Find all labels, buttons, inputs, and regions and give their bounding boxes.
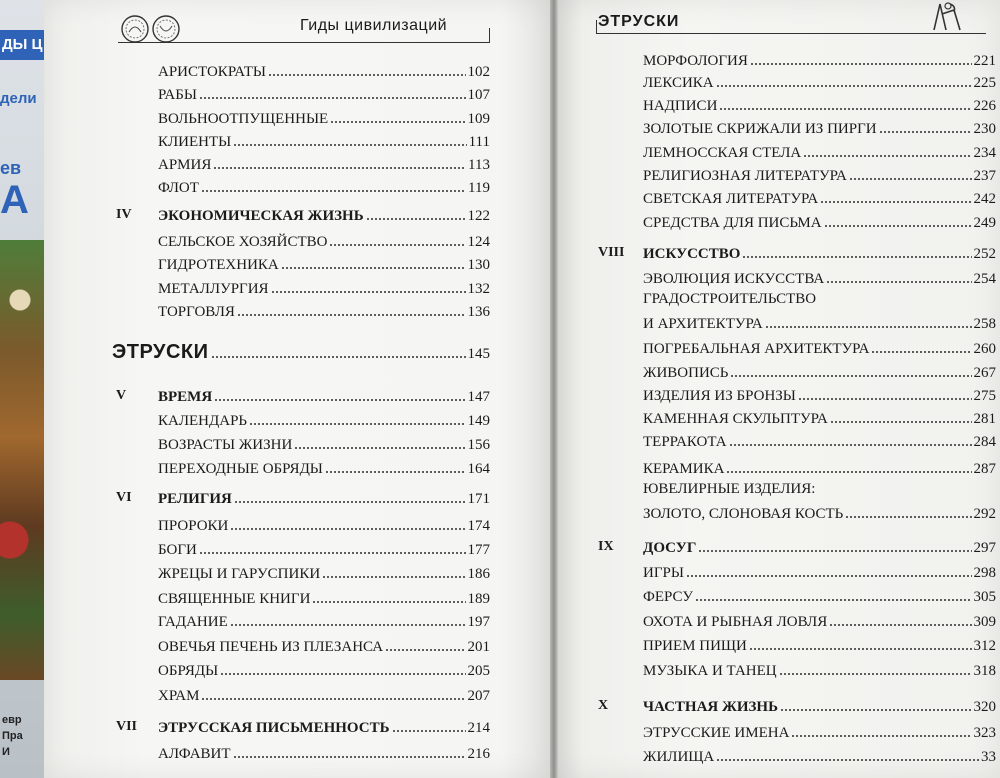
toc-entry[interactable] bbox=[158, 434, 490, 454]
toc-entry[interactable] bbox=[643, 408, 996, 428]
toc-entry[interactable] bbox=[643, 72, 996, 92]
toc-page-number: 109 bbox=[467, 111, 490, 127]
toc-chapter-entry[interactable] bbox=[158, 205, 490, 225]
dot-leader bbox=[201, 177, 466, 192]
toc-page-number: 216 bbox=[467, 746, 490, 762]
toc-entry[interactable] bbox=[643, 188, 996, 208]
dot-leader bbox=[826, 268, 971, 283]
toc-page-number: 122 bbox=[467, 208, 490, 224]
toc-entry[interactable] bbox=[158, 563, 490, 583]
toc-entry-title: КАЛЕНДАРЬ bbox=[158, 413, 248, 429]
dot-leader bbox=[230, 515, 465, 530]
toc-entry-title: ПОГРЕБАЛЬНАЯ АРХИТЕКТУРА bbox=[643, 341, 870, 357]
toc-page-number: 147 bbox=[467, 389, 490, 405]
toc-entry-title: ТЕРРАКОТА bbox=[643, 434, 727, 450]
toc-page-number: 205 bbox=[467, 663, 490, 679]
toc-chapter-entry[interactable] bbox=[158, 386, 490, 406]
chapter-numeral: VI bbox=[116, 490, 132, 505]
dot-leader bbox=[271, 278, 466, 293]
toc-page-number: 124 bbox=[467, 234, 490, 250]
toc-entry[interactable] bbox=[158, 84, 490, 104]
toc-entry-title: АЛФАВИТ bbox=[158, 746, 231, 762]
dot-leader bbox=[249, 410, 465, 425]
toc-page-number: 197 bbox=[467, 614, 490, 630]
toc-entry[interactable] bbox=[643, 458, 996, 478]
toc-entry-title: ЛЕМНОССКАЯ СТЕЛА bbox=[643, 145, 802, 161]
dot-leader bbox=[325, 458, 466, 473]
dot-leader bbox=[780, 696, 971, 711]
left-running-head: Гиды цивилизаций bbox=[300, 17, 448, 34]
toc-entry[interactable] bbox=[643, 362, 996, 382]
dot-leader bbox=[237, 301, 466, 316]
toc-page-number: 201 bbox=[467, 639, 490, 655]
dot-leader bbox=[230, 611, 466, 626]
toc-page-number: 234 bbox=[973, 145, 996, 161]
dot-leader bbox=[742, 243, 971, 258]
toc-entry-title: СВЕТСКАЯ ЛИТЕРАТУРА bbox=[643, 191, 819, 207]
toc-entry[interactable] bbox=[643, 722, 996, 742]
cover-big-letter: А bbox=[0, 178, 29, 222]
toc-page-number: 320 bbox=[973, 699, 996, 715]
toc-entry[interactable] bbox=[158, 254, 490, 274]
toc-page-number: 145 bbox=[467, 346, 490, 362]
toc-entry-title: ЭТРУСКИ bbox=[112, 341, 209, 363]
toc-page-number: 312 bbox=[973, 638, 996, 654]
toc-entry-title: И АРХИТЕКТУРА bbox=[643, 316, 763, 332]
dot-leader bbox=[779, 660, 972, 675]
toc-page-number: 225 bbox=[973, 75, 996, 91]
toc-chapter-number bbox=[598, 245, 624, 261]
toc-entry-title: ГАДАНИЕ bbox=[158, 614, 228, 630]
dot-leader bbox=[765, 313, 972, 328]
toc-page-number: 249 bbox=[973, 215, 996, 231]
toc-page-number: 113 bbox=[468, 157, 490, 173]
toc-chapter-entry[interactable] bbox=[643, 537, 996, 557]
toc-entry-title: ВОЛЬНООТПУЩЕННЫЕ bbox=[158, 111, 329, 127]
toc-page-number: 119 bbox=[468, 180, 490, 196]
toc-entry-title: ОХОТА И РЫБНАЯ ЛОВЛЯ bbox=[643, 614, 828, 630]
chapter-numeral: IX bbox=[598, 539, 614, 554]
toc-chapter-entry[interactable] bbox=[643, 243, 996, 263]
dot-leader bbox=[849, 165, 972, 180]
dot-leader bbox=[220, 660, 465, 675]
dot-leader bbox=[268, 61, 466, 76]
toc-entry-title: РАБЫ bbox=[158, 87, 197, 103]
toc-entry[interactable] bbox=[643, 118, 996, 138]
toc-entry-title: РЕЛИГИЯ bbox=[158, 491, 232, 507]
toc-page-number: 230 bbox=[973, 121, 996, 137]
toc-entry[interactable] bbox=[158, 108, 490, 128]
dot-leader bbox=[830, 408, 972, 423]
toc-entry-title: АРИСТОКРАТЫ bbox=[158, 64, 266, 80]
toc-entry[interactable] bbox=[643, 746, 996, 766]
toc-entry-title: СЕЛЬСКОЕ ХОЗЯЙСТВО bbox=[158, 234, 328, 250]
chapter-numeral: IV bbox=[116, 207, 132, 222]
dot-leader bbox=[281, 254, 466, 269]
toc-entry[interactable] bbox=[643, 562, 996, 582]
toc-entry-title: ЗОЛОТО, СЛОНОВАЯ КОСТЬ bbox=[643, 506, 844, 522]
dot-leader bbox=[729, 431, 972, 446]
toc-page-number: 260 bbox=[973, 341, 996, 357]
toc-entry-title: АРМИЯ bbox=[158, 157, 212, 173]
toc-entry-title: ЭТРУССКАЯ ПИСЬМЕННОСТЬ bbox=[158, 720, 390, 736]
toc-chapter-number bbox=[116, 490, 132, 506]
toc-page-number: 305 bbox=[973, 589, 996, 605]
toc-page-number: 207 bbox=[467, 688, 490, 704]
toc-entry-title: ЧАСТНАЯ ЖИЗНЬ bbox=[643, 699, 779, 715]
toc-entry[interactable] bbox=[643, 611, 996, 631]
right-running-head: ЭТРУСКИ bbox=[598, 13, 680, 30]
toc-entry-title: ЖИЛИЩА bbox=[643, 749, 715, 765]
cover-blue-text: дели bbox=[0, 90, 37, 107]
toc-entry-title: ВОЗРАСТЫ ЖИЗНИ bbox=[158, 437, 293, 453]
toc-page-number: 292 bbox=[973, 506, 996, 522]
toc-page-number: 298 bbox=[973, 565, 996, 581]
toc-entry-title: КАМЕННАЯ СКУЛЬПТУРА bbox=[643, 411, 828, 427]
toc-entry-title: КЕРАМИКА bbox=[643, 461, 725, 477]
toc-page-number: 287 bbox=[973, 461, 996, 477]
dot-leader bbox=[392, 717, 466, 732]
toc-entry-title: СРЕДСТВА ДЛЯ ПИСЬМА bbox=[643, 215, 822, 231]
toc-page-number: 111 bbox=[468, 134, 490, 150]
dot-leader bbox=[798, 385, 972, 400]
toc-page-number: 258 bbox=[973, 316, 996, 332]
toc-entry[interactable] bbox=[158, 61, 490, 81]
toc-entry-title: ВРЕМЯ bbox=[158, 389, 213, 405]
dot-leader bbox=[803, 142, 971, 157]
toc-entry-title: СВЯЩЕННЫЕ КНИГИ bbox=[158, 591, 311, 607]
toc-entry[interactable] bbox=[643, 142, 996, 162]
toc-entry-title: ЭКОНОМИЧЕСКАЯ ЖИЗНЬ bbox=[158, 208, 364, 224]
toc-page-number: 254 bbox=[973, 271, 996, 287]
toc-entry[interactable] bbox=[158, 301, 490, 321]
toc-chapter-number bbox=[116, 207, 132, 223]
toc-part-heading[interactable] bbox=[112, 341, 490, 364]
dot-leader bbox=[329, 231, 465, 246]
toc-entry-title: ДОСУГ bbox=[643, 540, 697, 556]
toc-page-number: 237 bbox=[973, 168, 996, 184]
toc-entry[interactable] bbox=[643, 95, 996, 115]
toc-entry-title: НАДПИСИ bbox=[643, 98, 718, 114]
chapter-numeral: X bbox=[598, 698, 609, 713]
toc-page-number: 281 bbox=[973, 411, 996, 427]
toc-entry[interactable] bbox=[158, 231, 490, 251]
toc-page-number: 267 bbox=[973, 365, 996, 381]
toc-page-number: 107 bbox=[467, 87, 490, 103]
toc-page-number: 242 bbox=[973, 191, 996, 207]
toc-entry[interactable] bbox=[158, 131, 490, 151]
dot-leader bbox=[716, 72, 972, 87]
toc-page-number: 177 bbox=[467, 542, 490, 558]
dot-leader bbox=[213, 154, 466, 169]
cover-footer-text: евр Пра И bbox=[2, 714, 23, 758]
toc-chapter-entry[interactable] bbox=[158, 488, 490, 508]
toc-page-number: 156 bbox=[467, 437, 490, 453]
toc-entry-title: ГИДРОТЕХНИКА bbox=[158, 257, 279, 273]
dot-leader bbox=[845, 503, 971, 518]
toc-entry[interactable] bbox=[643, 586, 996, 606]
toc-entry[interactable] bbox=[158, 154, 490, 174]
dot-leader bbox=[201, 685, 465, 700]
dot-leader bbox=[686, 562, 972, 577]
toc-entry[interactable] bbox=[643, 338, 996, 358]
toc-entry[interactable] bbox=[158, 588, 490, 608]
toc-entry[interactable] bbox=[158, 685, 490, 705]
toc-entry[interactable] bbox=[158, 177, 490, 197]
toc-entry-title: ЭВОЛЮЦИЯ ИСКУССТВА bbox=[643, 271, 825, 287]
toc-entry[interactable] bbox=[643, 212, 996, 232]
toc-page-number: 309 bbox=[973, 614, 996, 630]
dot-leader bbox=[749, 635, 972, 650]
toc-entry[interactable] bbox=[158, 611, 490, 631]
toc-entry-title: МЕТАЛЛУРГИЯ bbox=[158, 281, 269, 297]
toc-chapter-entry[interactable] bbox=[643, 696, 996, 716]
toc-page-number: 221 bbox=[973, 53, 996, 69]
toc-entry[interactable] bbox=[643, 431, 996, 451]
dot-leader bbox=[214, 386, 465, 401]
toc-entry[interactable] bbox=[643, 385, 996, 405]
dot-leader bbox=[716, 746, 979, 761]
chapter-numeral: VIII bbox=[598, 245, 625, 260]
toc-page-number: 132 bbox=[467, 281, 490, 297]
toc-entry-title-line bbox=[643, 481, 815, 498]
toc-page-number: 130 bbox=[467, 257, 490, 273]
dot-leader bbox=[233, 743, 466, 758]
toc-entry-title: ЮВЕЛИРНЫЕ ИЗДЕЛИЯ: bbox=[643, 481, 816, 497]
toc-entry[interactable] bbox=[158, 539, 490, 559]
dot-leader bbox=[312, 588, 465, 603]
toc-page-number: 214 bbox=[467, 720, 490, 736]
dot-leader bbox=[726, 458, 971, 473]
toc-entry-title: РЕЛИГИОЗНАЯ ЛИТЕРАТУРА bbox=[643, 168, 847, 184]
toc-entry[interactable] bbox=[643, 268, 996, 288]
chapter-numeral: VII bbox=[116, 719, 138, 734]
dot-leader bbox=[366, 205, 466, 220]
toc-entry-title: БОГИ bbox=[158, 542, 197, 558]
toc-page-number: 174 bbox=[467, 518, 490, 534]
toc-page-number: 102 bbox=[467, 64, 490, 80]
toc-page-number: 323 bbox=[973, 725, 996, 741]
toc-entry-title: ИСКУССТВО bbox=[643, 246, 741, 262]
dot-leader bbox=[879, 118, 972, 133]
toc-entry-title: ОВЕЧЬЯ ПЕЧЕНЬ ИЗ ПЛЕЗАНСА bbox=[158, 639, 384, 655]
toc-page-number: 189 bbox=[467, 591, 490, 607]
toc-entry[interactable] bbox=[158, 636, 490, 656]
toc-entry[interactable] bbox=[643, 50, 996, 70]
toc-entry-title: ПРОРОКИ bbox=[158, 518, 229, 534]
dot-leader bbox=[730, 362, 971, 377]
toc-entry[interactable] bbox=[158, 410, 490, 430]
toc-entry-title: ТОРГОВЛЯ bbox=[158, 304, 235, 320]
dot-leader bbox=[719, 95, 971, 110]
dot-leader bbox=[233, 131, 466, 146]
toc-entry-title: ЖИВОПИСЬ bbox=[643, 365, 729, 381]
toc-chapter-entry[interactable] bbox=[158, 717, 490, 737]
toc-entry[interactable] bbox=[643, 313, 996, 333]
dot-leader bbox=[820, 188, 971, 203]
toc-entry[interactable] bbox=[643, 503, 996, 523]
dot-leader bbox=[294, 434, 465, 449]
toc-entry-title: ЛЕКСИКА bbox=[643, 75, 714, 91]
dot-leader bbox=[330, 108, 465, 123]
dot-leader bbox=[695, 586, 972, 601]
toc-entry[interactable] bbox=[158, 660, 490, 680]
dot-leader bbox=[791, 722, 971, 737]
toc-page-number: 318 bbox=[973, 663, 996, 679]
toc-entry-title: ЖРЕЦЫ И ГАРУСПИКИ bbox=[158, 566, 321, 582]
toc-entry[interactable] bbox=[158, 515, 490, 535]
toc-entry-title: ХРАМ bbox=[158, 688, 200, 704]
toc-entry-title: МОРФОЛОГИЯ bbox=[643, 53, 748, 69]
toc-page-number: 33 bbox=[981, 749, 996, 765]
toc-entry-title: КЛИЕНТЫ bbox=[158, 134, 232, 150]
toc-chapter-number bbox=[116, 388, 126, 404]
dot-leader bbox=[234, 488, 466, 503]
chapter-numeral: V bbox=[116, 388, 127, 403]
toc-entry[interactable] bbox=[158, 278, 490, 298]
toc-page-number: 252 bbox=[973, 246, 996, 262]
toc-entry-title: ОБРЯДЫ bbox=[158, 663, 219, 679]
toc-entry-title: ФЛОТ bbox=[158, 180, 199, 196]
dot-leader bbox=[698, 537, 971, 552]
dot-leader bbox=[322, 563, 465, 578]
toc-page-number: 171 bbox=[467, 491, 490, 507]
cover-band-text: ДЫ Ц bbox=[0, 30, 48, 60]
dot-leader bbox=[824, 212, 972, 227]
toc-entry-title: ГРАДОСТРОИТЕЛЬСТВО bbox=[643, 291, 817, 307]
toc-page-number: 186 bbox=[467, 566, 490, 582]
toc-page-number: 149 bbox=[467, 413, 490, 429]
toc-chapter-number bbox=[116, 719, 137, 735]
toc-entry-title: МУЗЫКА И ТАНЕЦ bbox=[643, 663, 777, 679]
dot-leader bbox=[211, 343, 466, 358]
cover-blue-text: ев bbox=[0, 158, 22, 178]
toc-entry-title: ЗОЛОТЫЕ СКРИЖАЛИ ИЗ ПИРГИ bbox=[643, 121, 877, 137]
dot-leader bbox=[385, 636, 465, 651]
dot-leader bbox=[199, 539, 466, 554]
toc-entry-title: ПРИЕМ ПИЩИ bbox=[643, 638, 747, 654]
toc-entry[interactable] bbox=[158, 743, 490, 763]
toc-entry[interactable] bbox=[643, 165, 996, 185]
toc-entry-title-line bbox=[643, 291, 816, 308]
toc-chapter-number bbox=[598, 539, 614, 555]
toc-entry-title: ИГРЫ bbox=[643, 565, 684, 581]
toc-entry-title: ФЕРСУ bbox=[643, 589, 693, 605]
toc-chapter-number bbox=[598, 698, 608, 714]
toc-entry-title: ПЕРЕХОДНЫЕ ОБРЯДЫ bbox=[158, 461, 323, 477]
dot-leader bbox=[199, 84, 466, 99]
toc-page-number: 164 bbox=[467, 461, 490, 477]
toc-entry[interactable] bbox=[643, 635, 996, 655]
toc-page-number: 275 bbox=[973, 388, 996, 404]
toc-entry[interactable] bbox=[158, 458, 490, 478]
toc-entry-title: ЭТРУССКИЕ ИМЕНА bbox=[643, 725, 790, 741]
dot-leader bbox=[829, 611, 971, 626]
toc-page-number: 226 bbox=[973, 98, 996, 114]
toc-page-number: 136 bbox=[467, 304, 490, 320]
toc-entry[interactable] bbox=[643, 660, 996, 680]
toc-page-number: 297 bbox=[973, 540, 996, 556]
toc-entry-title: ИЗДЕЛИЯ ИЗ БРОНЗЫ bbox=[643, 388, 796, 404]
dot-leader bbox=[871, 338, 971, 353]
toc-page-number: 284 bbox=[973, 434, 996, 450]
dot-leader bbox=[750, 50, 972, 65]
